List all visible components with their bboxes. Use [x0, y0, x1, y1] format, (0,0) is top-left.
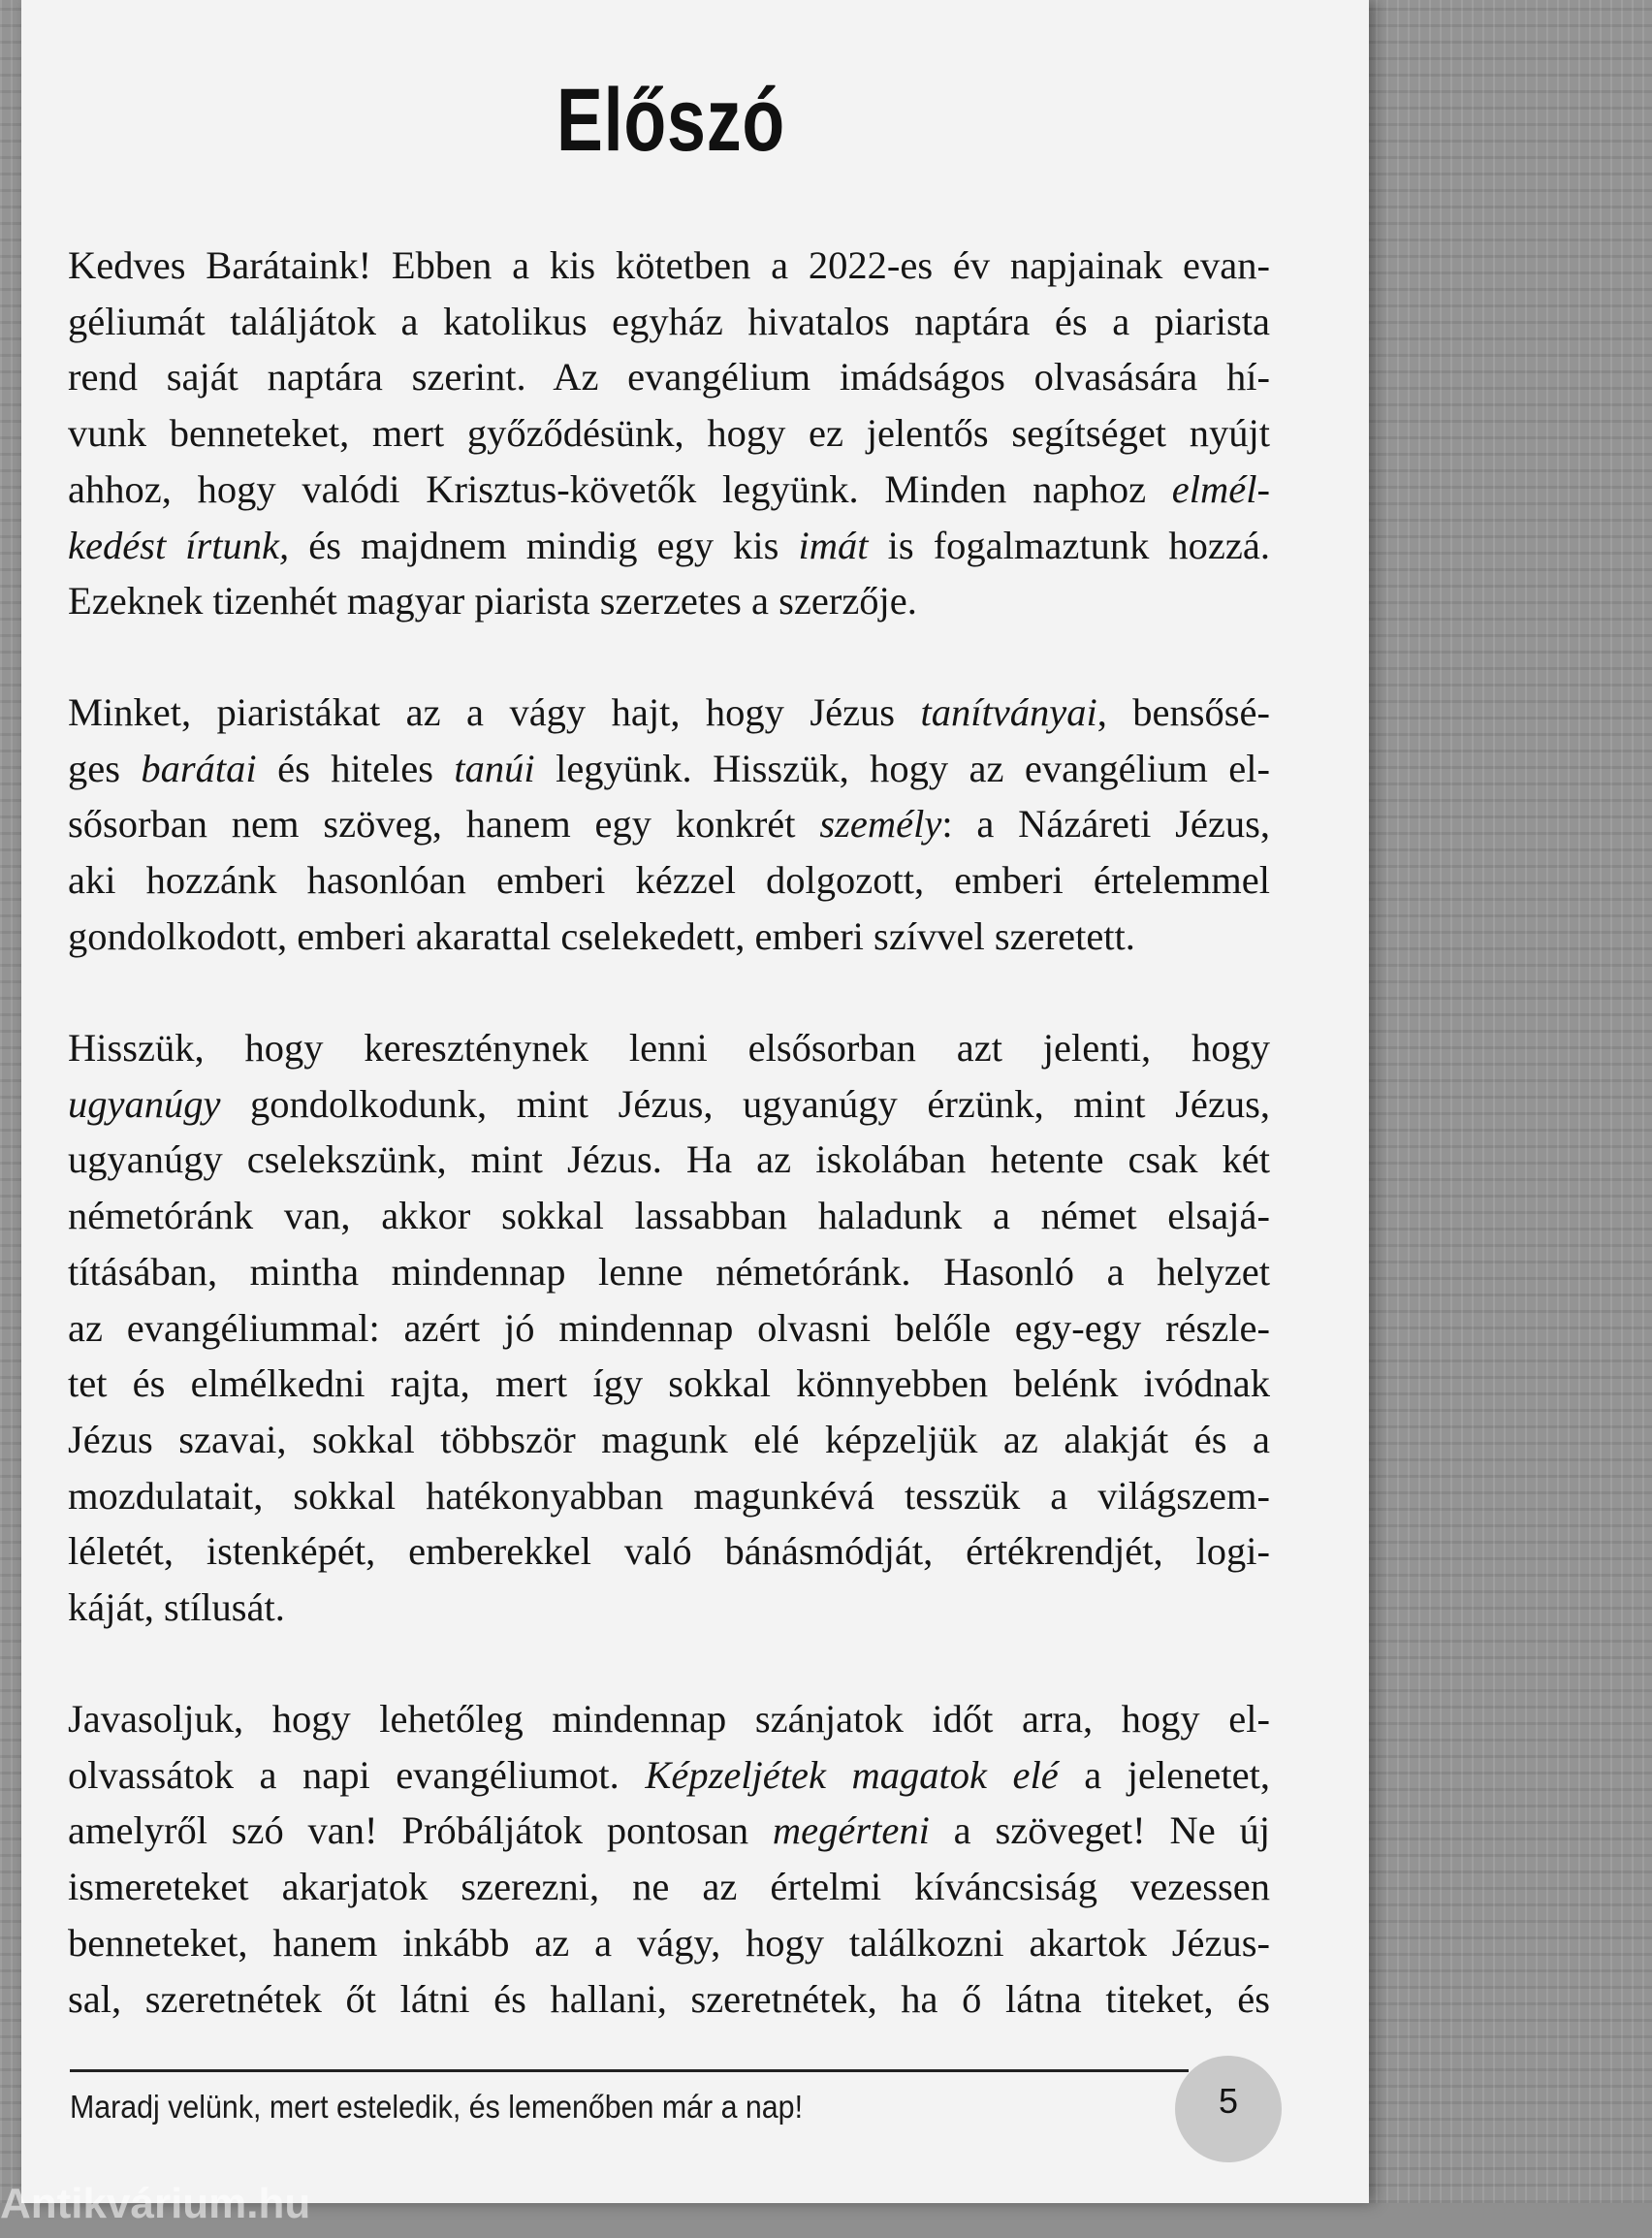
text-run: Minket, piaristákat az a vágy hajt, hogy Jézus [68, 690, 921, 734]
text-run: Kedves Barátaink! Ebben a kis kötetben a 2022-es év napjainak evan- [68, 243, 1270, 287]
text-run: is fogalmaztunk hozzá. [868, 523, 1270, 567]
text-run: tításában, mintha mindennap lenne németóránk. Hasonló a helyzet [68, 1249, 1270, 1294]
text-line [68, 1300, 1270, 1357]
text-line [68, 349, 1270, 405]
text-run: tet és elmélkedni rajta, mert így sokkal könnyebben belénk ivódnak [68, 1361, 1270, 1406]
text-line [68, 1412, 1270, 1468]
text-line [68, 573, 1270, 629]
text-line [68, 1076, 1270, 1133]
italic-text: elmél- [1171, 466, 1270, 511]
italic-text: barátai [141, 746, 257, 790]
italic-text: tanúi [454, 746, 535, 790]
italic-text: Képzeljétek magatok elé [645, 1752, 1059, 1797]
text-run: legyünk. Hisszük, hogy az evangélium el- [534, 746, 1270, 790]
text-line [68, 405, 1270, 462]
text-run: ahhoz, hogy valódi Krisztus-követők legyünk. Minden naphoz [68, 466, 1172, 511]
text-line [68, 238, 1270, 294]
italic-text: személy [819, 802, 942, 847]
text-run: és hiteles [256, 746, 455, 790]
text-run: olvassátok a napi evangéliumot. [68, 1752, 646, 1797]
italic-text: tanítványai [920, 690, 1097, 734]
text-line [68, 685, 1270, 741]
text-run: ges [68, 746, 142, 790]
text-run: sősorban nem szöveg, hanem egy konkrét [68, 802, 820, 847]
watermark: Antikvárium.hu [0, 2180, 311, 2227]
book-page [21, 0, 1369, 2203]
text-run: rend saját naptára szerint. Az evangélium imádságos olvasására hí- [68, 355, 1270, 400]
paragraph-2 [68, 685, 1270, 965]
text-line [68, 1859, 1270, 1915]
text-run: mozdulatait, sokkal hatékonyabban magunkévá tesszük a világszem- [68, 1473, 1270, 1518]
text-run: , bensősé- [1096, 690, 1270, 734]
text-run: a jelenetet, [1058, 1752, 1271, 1797]
text-run: sal, szeretnétek őt látni és hallani, szeretnétek, ha ő látna titeket, és [68, 1976, 1270, 2021]
text-run: benneteket, hanem inkább az a vágy, hogy találkozni akartok Jézus- [68, 1920, 1270, 1965]
text-line [68, 462, 1270, 518]
footer-divider [70, 2069, 1189, 2072]
text-line [68, 909, 1270, 965]
running-footer: Maradj velünk, mert esteledik, és lemenőben már a nap! [70, 2089, 804, 2125]
text-line [68, 1468, 1270, 1524]
text-line [68, 1523, 1270, 1580]
text-run: ismereteket akarjatok szerezni, ne az értelmi kíváncsiság vezessen [68, 1865, 1270, 1909]
text-line [68, 294, 1270, 350]
text-run: az evangéliummal: azért jó mindennap olvasni belőle egy-egy részle- [68, 1305, 1270, 1350]
text-run: : a Názáreti Jézus, [941, 802, 1270, 847]
text-line [68, 1580, 1270, 1636]
text-run: Ezeknek tizenhét magyar piarista szerzetes a szerzője. [68, 579, 917, 623]
text-line [68, 1132, 1270, 1188]
text-line [68, 852, 1270, 909]
text-run: géliumát találjátok a katolikus egyház hivatalos naptára és a piarista [68, 299, 1270, 343]
text-run: a szöveget! Ne új [929, 1808, 1270, 1853]
text-run: és majdnem mindig egy kis [289, 523, 799, 567]
text-line [68, 1188, 1270, 1244]
text-line [68, 741, 1270, 797]
text-run: Jézus szavai, sokkal többször magunk elé képzeljük az alakját és a [68, 1417, 1270, 1461]
text-line [68, 1020, 1270, 1076]
paragraph-4 [68, 1691, 1270, 2027]
italic-text: megérteni [772, 1808, 930, 1853]
page-number: 5 [1218, 2081, 1239, 2121]
text-run: vunk benneteket, mert győződésünk, hogy ez jelentős segítséget nyújt [68, 411, 1270, 456]
text-line [68, 1356, 1270, 1412]
italic-text: kedést írtunk, [68, 523, 290, 567]
text-run: aki hozzánk hasonlóan emberi kézzel dolgozott, emberi értelemmel [68, 858, 1270, 903]
text-run: gondolkodott, emberi akarattal cselekedett, emberi szívvel szeretett. [68, 913, 1135, 958]
text-run: ugyanúgy cselekszünk, mint Jézus. Ha az iskolában hetente csak két [68, 1137, 1270, 1182]
text-run: léletét, istenképét, emberekkel való bánásmódját, értékrendjét, logi- [68, 1529, 1270, 1574]
text-line [68, 518, 1270, 574]
text-run: gondolkodunk, mint Jézus, ugyanúgy érzünk, mint Jézus, [220, 1081, 1270, 1126]
text-line [68, 1244, 1270, 1300]
text-line [68, 1747, 1270, 1804]
page-title: Előszó [556, 71, 785, 170]
text-run: Javasoljuk, hogy lehetőleg mindennap szánjatok időt arra, hogy el- [68, 1697, 1270, 1741]
text-run: káját, stílusát. [68, 1585, 285, 1630]
text-line [68, 1915, 1270, 1971]
paragraph-3 [68, 1020, 1270, 1636]
text-run: németóránk van, akkor sokkal lassabban haladunk a német elsajá- [68, 1194, 1270, 1238]
text-line [68, 1691, 1270, 1747]
paragraph-1 [68, 238, 1270, 629]
text-line [68, 1803, 1270, 1859]
text-line [68, 796, 1270, 852]
text-run: Hisszük, hogy kereszténynek lenni elsősorban azt jelenti, hogy [68, 1026, 1270, 1070]
italic-text: imát [798, 523, 869, 567]
italic-text: ugyanúgy [68, 1081, 221, 1126]
text-line [68, 1971, 1270, 2028]
text-run: amelyről szó van! Próbáljátok pontosan [68, 1808, 773, 1853]
